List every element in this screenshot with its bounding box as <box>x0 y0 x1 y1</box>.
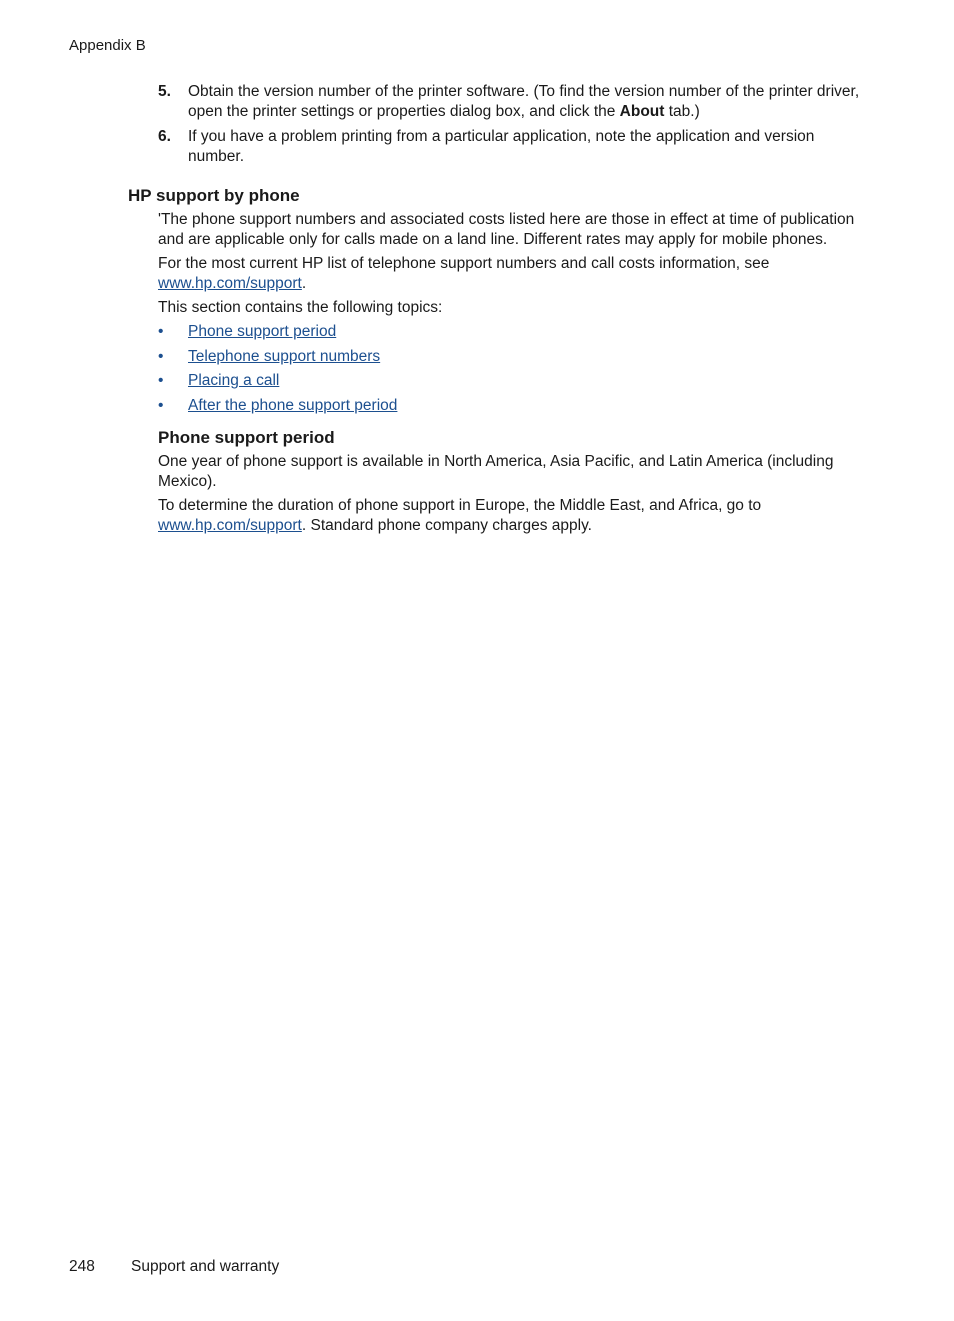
page-footer <box>69 1258 279 1276</box>
topics-list <box>158 322 870 416</box>
subsection-title: Phone support period <box>158 427 335 447</box>
bullet-icon: • <box>158 396 164 414</box>
para-text: To determine the duration of phone support in Europe, the Middle East, and Africa, go to <box>158 496 762 514</box>
section-para-2 <box>158 254 870 294</box>
bullet-icon: • <box>158 372 164 389</box>
topics-intro: This section contains the following topics: <box>158 299 443 316</box>
hp-support-link[interactable]: www.hp.com/support <box>158 516 302 534</box>
page-number: 248 <box>69 1258 95 1275</box>
list-item <box>158 347 870 367</box>
para-text: For the most current HP list of telephone support numbers and call costs information, see <box>158 255 770 272</box>
step-number: 6. <box>158 128 171 145</box>
para-text-end: . <box>301 275 307 292</box>
step-text: If you have a problem printing from a particular application, note the application and version number. <box>188 128 815 165</box>
list-item <box>158 322 870 342</box>
list-item <box>158 371 870 391</box>
bullet-icon: • <box>158 347 164 365</box>
para-text-end: . Standard phone company charges apply. <box>301 516 592 534</box>
topic-link-placing-a-call[interactable]: Placing a call <box>188 372 280 389</box>
page-content <box>128 82 870 540</box>
section-title: HP support by phone <box>128 186 300 205</box>
subsection-para-2 <box>158 496 870 536</box>
subsection-para-1: One year of phone support is available in North America, Asia Pacific, and Latin America (including Mexico). <box>158 452 834 490</box>
footer-chapter: Support and warranty <box>131 1258 280 1275</box>
topic-link-telephone-support-numbers[interactable]: Telephone support numbers <box>188 347 381 365</box>
hp-support-link[interactable]: www.hp.com/support <box>158 275 302 292</box>
list-item <box>158 396 870 416</box>
step-6 <box>158 127 870 167</box>
step-5 <box>158 82 870 122</box>
topic-link-phone-support-period[interactable]: Phone support period <box>188 323 337 340</box>
topic-link-after-support-period[interactable]: After the phone support period <box>188 396 398 414</box>
section-para-1: 'The phone support numbers and associated costs listed here are those in effect at time of publication and are applicable only for calls made on a land line. Different rates may apply for mobile phones. <box>158 211 855 248</box>
step-number: 5. <box>158 83 171 100</box>
step-text: Obtain the version number of the printer software. (To find the version number of the printer driver, open the printer settings or properties dialog box, and click the <box>188 83 860 120</box>
step-bold-about: About <box>619 103 665 120</box>
running-head: Appendix B <box>69 37 146 54</box>
step-text-end: tab.) <box>664 103 700 120</box>
bullet-icon: • <box>158 323 164 340</box>
